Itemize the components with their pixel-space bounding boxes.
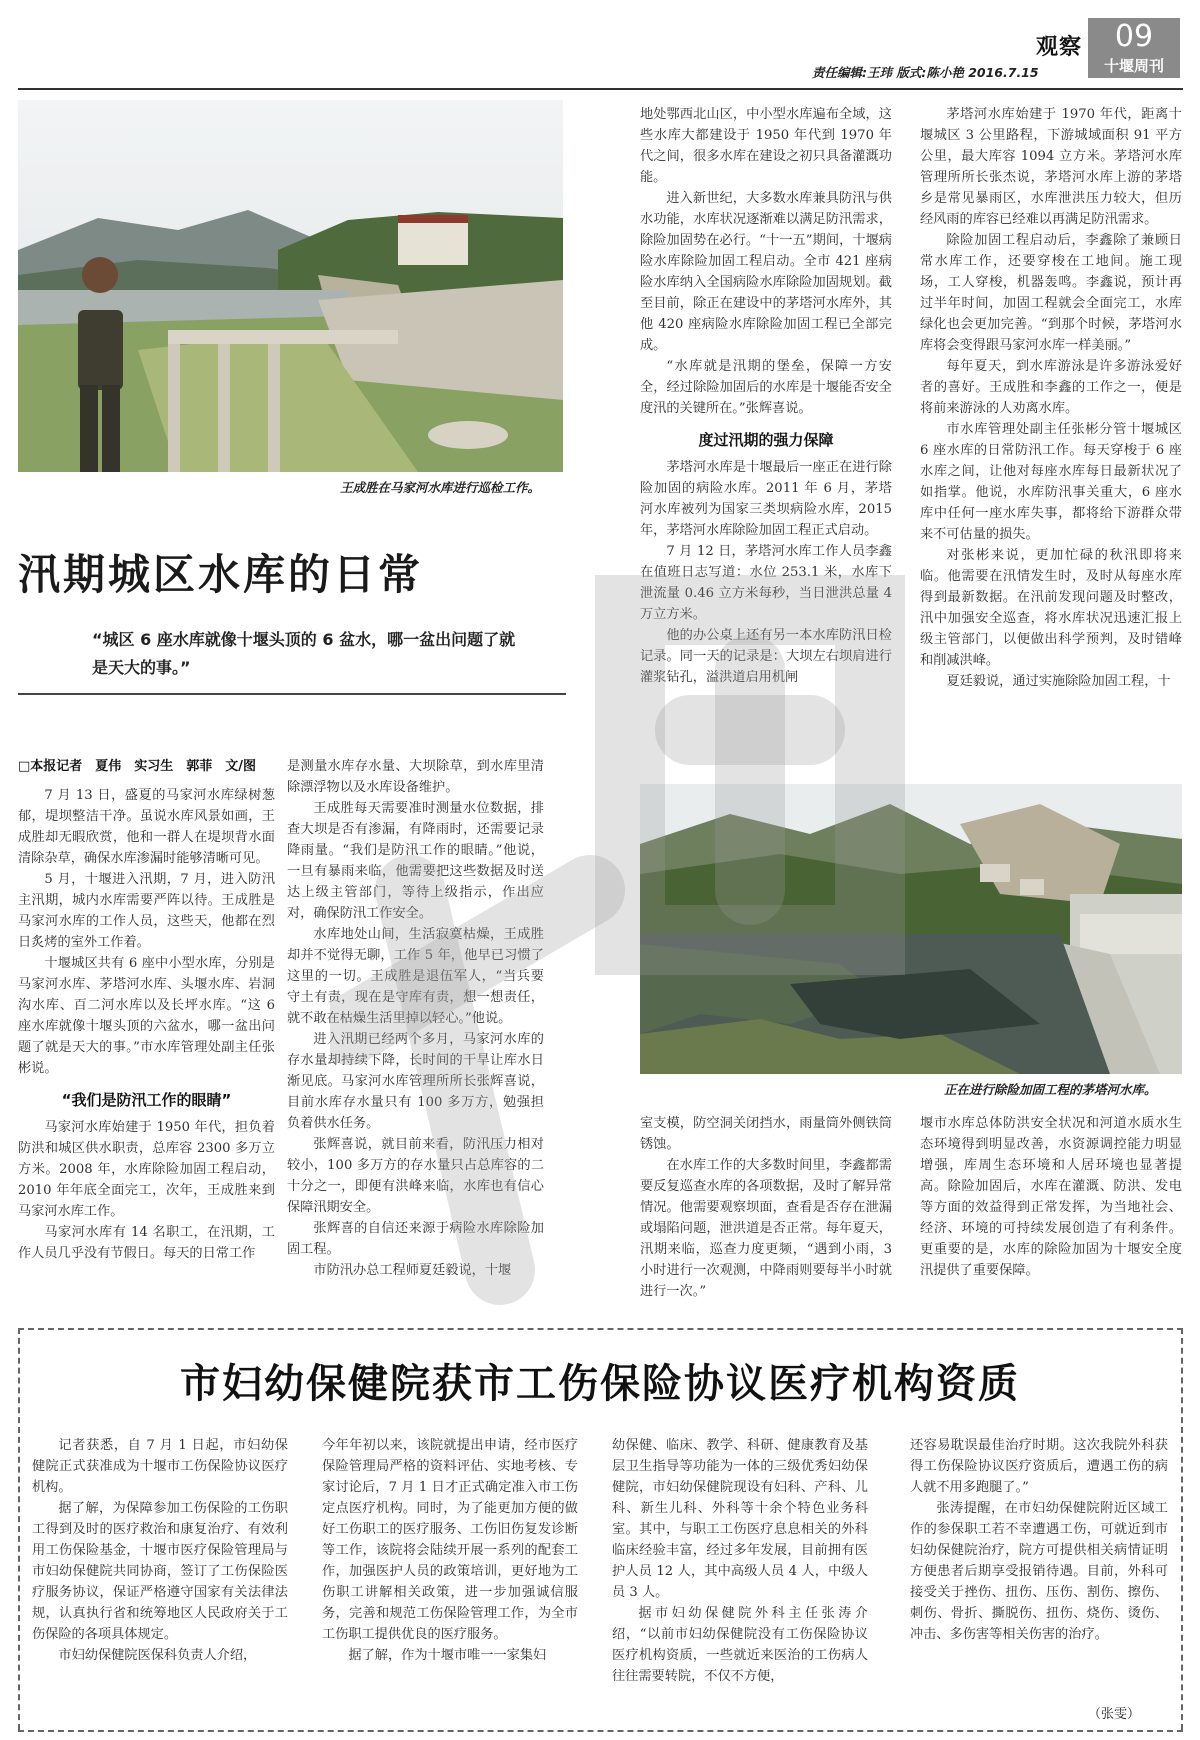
paragraph: 马家河水库有 14 名职工，在汛期，工作人员几乎没有节假日。每天的日常工作 xyxy=(18,1225,275,1261)
photo-inspection xyxy=(18,100,563,472)
photo-caption-2: 正在进行除险加固工程的茅塔河水库。 xyxy=(944,1082,1157,1097)
article2-headline: 市妇幼保健院获市工伤保险协议医疗机构资质 xyxy=(180,1360,1020,1407)
byline: □本报记者 夏伟 实习生 郭菲 文/图 xyxy=(18,759,257,774)
photo-reservoir xyxy=(640,784,1182,1074)
paragraph: 他的办公桌上还有另一本水库防汛日检记录。同一天的记录是：大坝左右坝肩进行灌浆钻孔，溢洪道启用机闸 xyxy=(640,628,892,685)
paragraph: 堰市水库总体防洪安全状况和河道水质水生态环境得到明显改善，水资源调控能力明显增强，库周生态环境和人居环境也显著提高。除险加固后，水库在灌溉、防洪、发电等方面的效益得到正常发挥，为当地社会、经济、环境的可持续发展创造了有利条件。更重要的是，水库的除险加固为十堰安全度汛提供了重要保障。 xyxy=(920,1116,1182,1278)
paragraph: 张辉喜说，就目前来看，防汛压力相对较小，100 多万方的存水量只占总库容的二十分之一，即便有洪峰来临，水库也有信心保障汛期安全。 xyxy=(287,1137,544,1215)
article1-column-1 xyxy=(18,756,275,1264)
paragraph: 王成胜每天需要准时测量水位数据，排查大坝是否有渗漏，有降雨时，还需要记录降雨量。“我们是防汛工作的眼睛。”他说，一旦有暴雨来临，他需要把这些数据及时送达上级主管部门，等待上级指示，作出应对，确保防汛工作安全。 xyxy=(287,801,544,921)
paragraph: 市妇幼保健院医保科负责人介绍， xyxy=(58,1648,257,1663)
paragraph: 据了解，作为十堰市唯一一家集妇 xyxy=(348,1648,547,1663)
article1-column-2 xyxy=(287,756,544,1281)
paragraph: 张涛提醒，在市妇幼保健院附近区域工作的参保职工若不幸遭遇工伤，可就近到市妇幼保健院治疗，院方可提供相关病情证明方便患者后期享受报销待遇。目前，外科可接受关于挫伤、扭伤、压伤、割伤、擦伤、刺伤、骨折、撕脱伤、扭伤、烧伤、烫伤、冲击、多伤害等相关伤害的治疗。 xyxy=(910,1501,1168,1642)
paragraph: 还容易耽误最佳治疗时期。这次我院外科获得工伤保险协议医疗资质后，遭遇工伤的病人就不用多跑腿了。” xyxy=(910,1438,1168,1495)
paragraph: 除险加固工程启动后，李鑫除了兼顾日常水库工作，还要穿梭在工地间。施工现场，工人穿梭，机器轰鸣。李鑫说，预计再过半年时间，加固工程就会全面完工，水库绿化也会更加完善。“到那个时候，茅塔河水库将会变得跟马家河水库一样美丽。” xyxy=(920,233,1182,353)
paragraph: 夏廷毅说，通过实施除险加固工程，十 xyxy=(946,674,1171,689)
paragraph: “水库就是汛期的堡垒，保障一方安全，经过除险加固后的水库是十堰能否安全度汛的关键所在。”张辉喜说。 xyxy=(640,359,892,416)
paragraph: 马家河水库始建于 1950 年代，担负着防洪和城区供水职责，总库容 2300 多万立方米。2008 年，水库除险加固工程启动，2010 年年底全面完工，次年，王成胜来到马家河水库工作。 xyxy=(18,1120,275,1219)
paragraph: 是测量水库存水量、大坝除草，到水库里清除漂浮物以及水库设备维护。 xyxy=(287,759,544,795)
paragraph: 据了解，为保障参加工伤保险的工伤职工得到及时的医疗救治和康复治疗、有效利用工伤保险基金，十堰市医疗保险管理局与市妇幼保健院共同协商，签订了工伤保险医疗服务协议，保证严格遵守国家有关法律法规，认真执行省和统筹地区人民政府关于工伤保险的各项具体规定。 xyxy=(32,1501,288,1642)
paragraph: 十堰城区共有 6 座中小型水库，分别是马家河水库、茅塔河水库、头堰水库、岩洞沟水库、百二河水库以及长坪水库。“这 6 座水库就像十堰头顶的六盆水，哪一盆出问题了就是天大的事。”市水库管理处副主任张彬说。 xyxy=(18,956,275,1076)
section-title: 观察 xyxy=(1036,35,1083,60)
page-number: 09 xyxy=(1114,19,1154,54)
paragraph: 市水库管理处副主任张彬分管十堰城区 6 座水库的日常防汛工作。每天穿梭于 6 座水库之间，让他对每座水库每日最新状况了如指掌。他说，水库防汛事关重大，6 座水库中任何一座水库失事，都将给下游群众带来不可估量的损失。 xyxy=(920,422,1182,542)
editor-credits: 责任编辑:王玮 版式:陈小艳 2016.7.15 xyxy=(812,65,1039,80)
subhead-eyes: “我们是防汛工作的眼睛” xyxy=(61,1091,232,1109)
paragraph: 记者获悉，自 7 月 1 日起，市妇幼保健院正式获准成为十堰市工伤保险协议医疗机构。 xyxy=(32,1438,288,1495)
pull-quote: “城区 6 座水库就像十堰头顶的 6 盆水，哪一盆出问题了就是天大的事。” xyxy=(92,630,516,677)
article2-column-2 xyxy=(322,1435,578,1666)
paragraph: 今年年初以来，该院就提出申请，经市医疗保险管理局严格的资料评估、实地考核、专家讨论后，7 月 1 日才正式确定准入市工伤定点医疗机构。同时，为了能更加方便的做好工伤职工的医疗服务、工伤旧伤复发诊断等工作，该院将会陆续开展一系列的配套工作，加强医护人员的政策培训，更好地为工伤职工讲解相关政策，进一步加强诚信服务，完善和规范工伤保险管理工作，为全市工伤职工提供优良的医疗服务。 xyxy=(322,1438,578,1642)
header-rule xyxy=(18,88,1183,90)
paragraph: 7 月 12 日，茅塔河水库工作人员李鑫在值班日志写道：水位 253.1 米，水库下泄流量 0.46 立方米每秒，当日泄洪总量 4 万立方米。 xyxy=(640,544,892,622)
box-border-top xyxy=(18,1328,1183,1330)
paragraph: 幼保健、临床、教学、科研、健康教育及基层卫生指导等功能为一体的三级优秀妇幼保健院，市妇幼保健院现设有妇科、产科、儿科、新生儿科、外科等十余个特色业务科室。其中，与职工工伤医疗息息相关的外科临床经验丰富，经过多年发展，目前拥有医护人员 12 人，其中高级人员 4 人，中级人员 3 人。 xyxy=(612,1438,868,1600)
paragraph: 室支模，防空洞关闭挡水，雨量筒外侧铁筒锈蚀。 xyxy=(640,1116,892,1152)
article2-column-4 xyxy=(910,1435,1168,1645)
author-signature: （张雯） xyxy=(1088,1707,1141,1722)
paragraph: 据市妇幼保健院外科主任张涛介绍，“以前市妇幼保健院没有工伤保险协议医疗机构资质，一些就近来医治的工伤病人往往需要转院，不仅不方便， xyxy=(612,1606,868,1684)
paragraph: 在水库工作的大多数时间里，李鑫都需要反复巡查水库的各项数据，及时了解异常情况。他需要观察坝面，查看是否存在泄漏或塌陷问题，泄洪道是否正常。每年夏天，汛期来临，巡查力度更频，“遇到小雨，3 小时进行一次观测，中降雨则要每半小时就进行一次。” xyxy=(640,1158,892,1299)
paragraph: 7 月 13 日，盛夏的马家河水库绿树葱郁，堤坝整洁干净。虽说水库风景如画，王成胜却无暇欣赏，他和一群人在堤坝背水面清除杂草，确保水库渗漏时能够清晰可见。 xyxy=(18,788,275,866)
subhead-guarantee: 度过汛期的强力保障 xyxy=(698,431,834,449)
paragraph: 对张彬来说，更加忙碌的秋汛即将来临。他需要在汛情发生时，及时从每座水库得到最新数据。在汛前发现问题及时整改，汛中加强安全巡查，将水库状况迅速汇报上级主管部门，以便做出科学预判，及时错峰和削减洪峰。 xyxy=(920,548,1182,668)
article1-column-3-top xyxy=(640,104,892,688)
article-headline: 汛期城区水库的日常 xyxy=(18,550,424,599)
article1-column-4-bottom xyxy=(920,1113,1182,1281)
paragraph: 茅塔河水库是十堰最后一座正在进行除险加固的病险水库。2011 年 6 月，茅塔河水库被列为国家三类坝病险水库，2015 年，茅塔河水库除险加固工程正式启动。 xyxy=(640,460,892,538)
article1-column-4-top xyxy=(920,104,1182,692)
paragraph: 地处鄂西北山区，中小型水库遍布全域，这些水库大都建设于 1950 年代到 1970 年代之间，很多水库在建设之初只具备灌溉功能。 xyxy=(640,107,892,185)
paragraph: 5 月，十堰进入汛期，7 月，进入防汛主汛期，城内水库需要严阵以待。王成胜是马家河水库的工作人员，这些天，他都在烈日炙烤的室外工作着。 xyxy=(18,872,275,950)
article2-column-1 xyxy=(32,1435,288,1666)
paragraph: 水库地处山间，生活寂寞枯燥，王成胜却并不觉得无聊，工作 5 年，他早已习惯了这里的一切。王成胜是退伍军人，“当兵要守土有责，现在是守库有责，想一想责任，就不敢在枯燥生活里掉以轻心。”他说。 xyxy=(287,927,544,1026)
article2-column-3 xyxy=(612,1435,868,1687)
paragraph: 进入新世纪，大多数水库兼具防汛与供水功能，水库状况逐渐难以满足防汛需求，除险加固势在必行。“十一五”期间，十堰病险水库除险加固工程启动。全市 421 座病险水库纳入全国病险水库除险加固规划。截至目前，除正在建设中的茅塔河水库外，其他 420 座病险水库除险加固工程已全部完成。 xyxy=(640,191,892,353)
paragraph: 市防汛办总工程师夏廷毅说，十堰 xyxy=(313,1263,512,1278)
article1-column-3-bottom xyxy=(640,1113,892,1302)
box-border-bottom xyxy=(18,1730,1183,1732)
photo-caption-1: 王成胜在马家河水库进行巡检工作。 xyxy=(340,480,541,495)
paragraph: 茅塔河水库始建于 1970 年代，距离十堰城区 3 公里路程，下游城域面积 91 平方公里，最大库容 1094 立方米。茅塔河水库管理所所长张杰说，茅塔河水库上游的茅塔乡是常见暴雨区，水库泄洪压力较大，但历经风雨的库容已经难以再满足防汛需求。 xyxy=(920,107,1182,227)
quote-divider xyxy=(18,693,566,695)
paragraph: 进入汛期已经两个多月，马家河水库的存水量却持续下降，长时间的干旱让库水日渐见底。马家河水库管理所所长张辉喜说，目前水库存水量只有 100 多万方，勉强担负着供水任务。 xyxy=(287,1032,544,1131)
paragraph: 张辉喜的自信还来源于病险水库除险加固工程。 xyxy=(287,1221,544,1257)
paragraph: 每年夏天，到水库游泳是许多游泳爱好者的喜好。王成胜和李鑫的工作之一，便是将前来游泳的人劝离水库。 xyxy=(920,359,1182,416)
publication-name: 十堰周刊 xyxy=(1103,57,1164,75)
page-number-box xyxy=(1088,18,1180,78)
